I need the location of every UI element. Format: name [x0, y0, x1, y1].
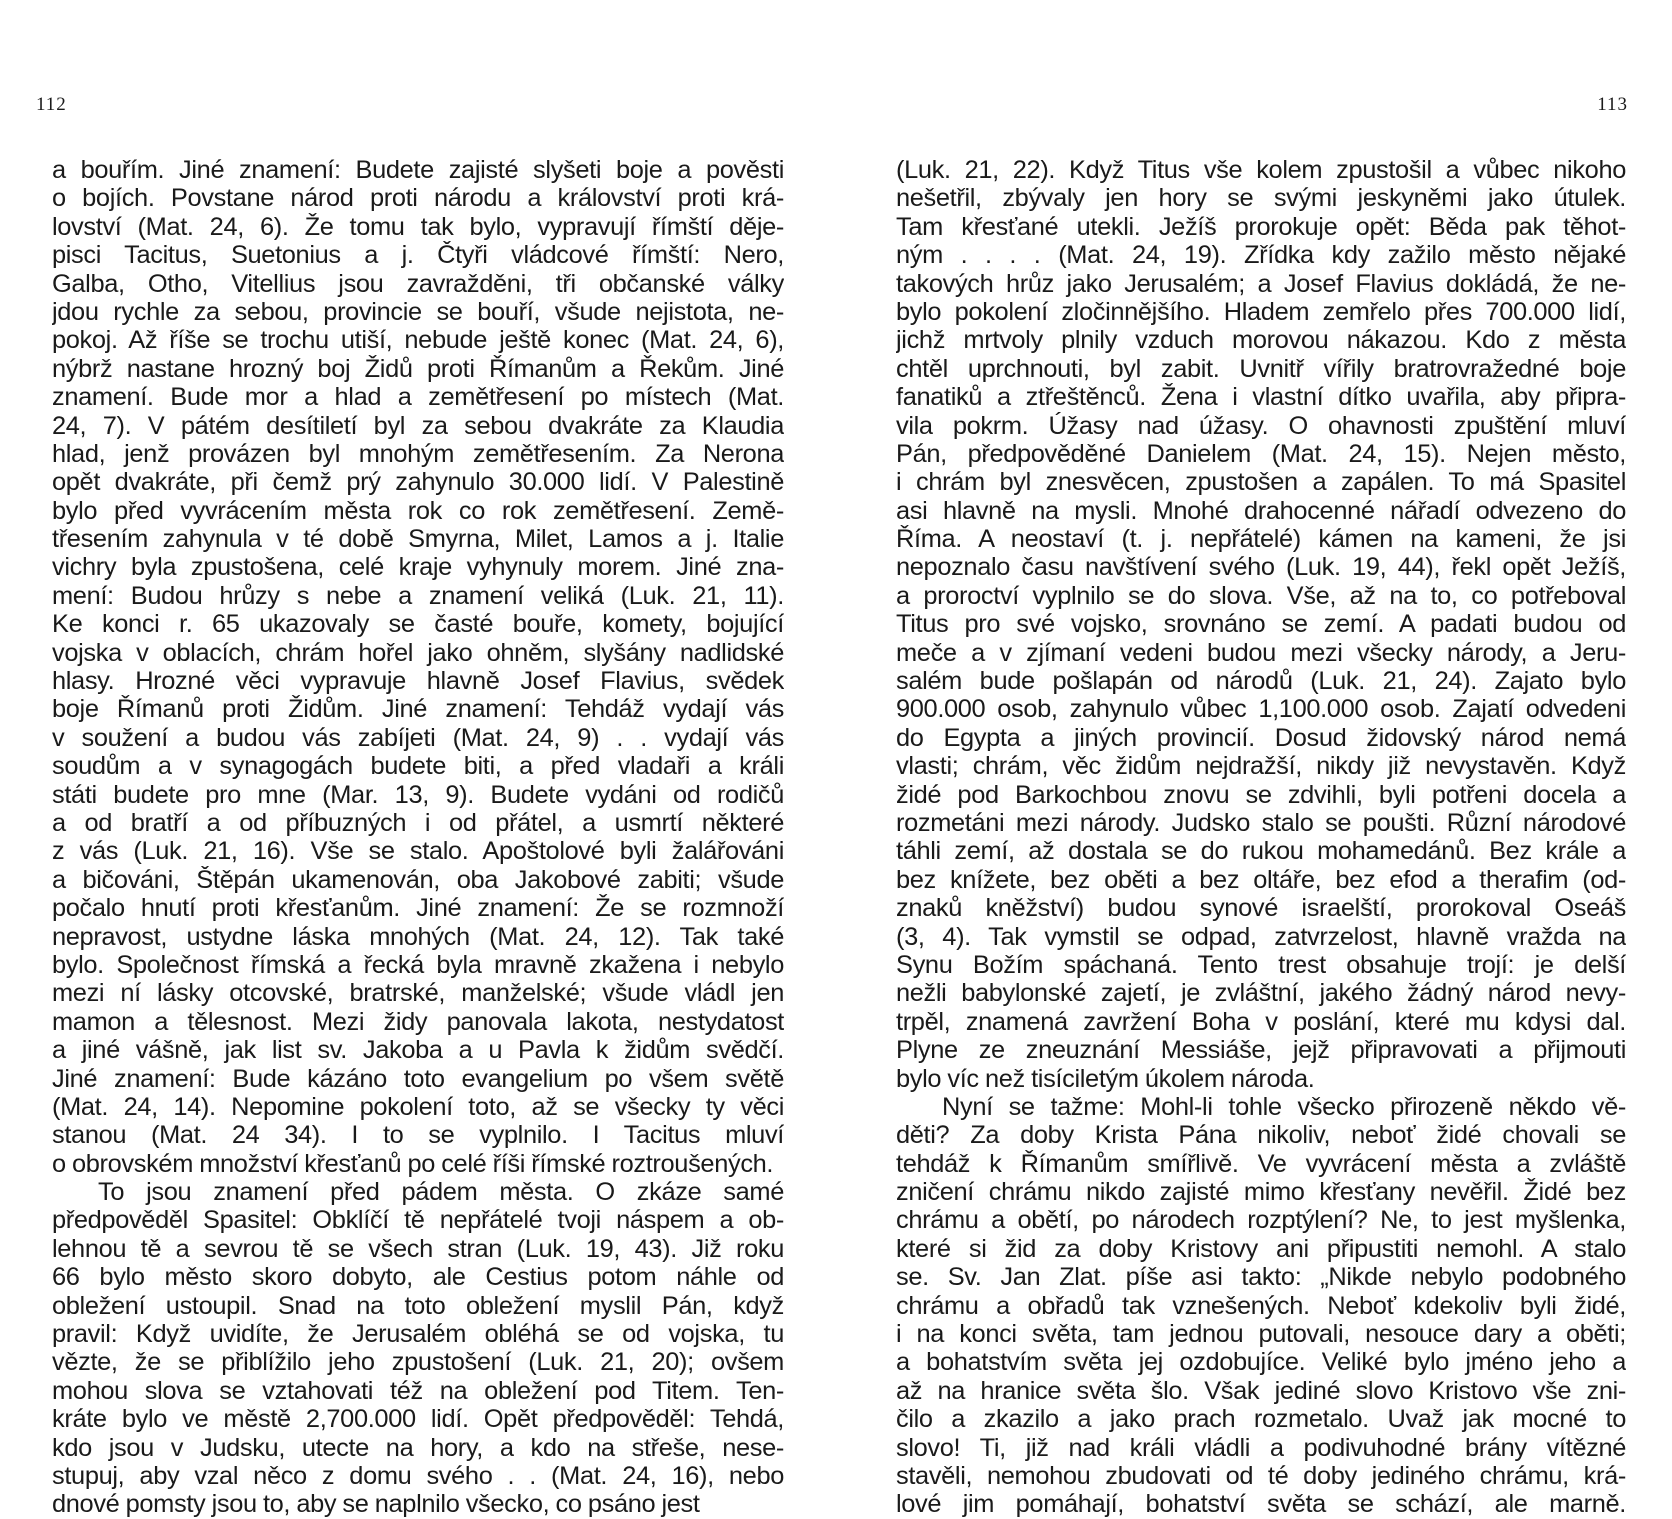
text-line: nežli babylonské zajetí, je zvláštní, jakého žádný národ nevy- — [896, 979, 1626, 1008]
text-line: ným . . . . (Mat. 24, 19). Zřídka kdy zažilo město nějaké — [896, 241, 1626, 270]
page-text — [896, 156, 1626, 1519]
text-line: lovství (Mat. 24, 6). Že tomu tak bylo, vypravují římští děje- — [52, 212, 784, 241]
text-line: stanou (Mat. 24 34). I to se vyplnilo. I Tacitus mluví — [52, 1121, 784, 1150]
text-line: bylo víc než tisíciletým úkolem národa. — [896, 1064, 1315, 1093]
text-line: židé pod Barkochbou znovu se zdvihli, byli potřeni docela a — [896, 780, 1626, 809]
text-line: vlasti; chrám, věc židům nejdražší, nikdy již nevystavěn. Když — [896, 752, 1626, 781]
text-line: o obrovském množství křesťanů po celé říši římské roztroušených. — [52, 1149, 774, 1178]
text-line: pravil: Když uvidíte, že Jerusalém obléhá se od vojska, tu — [52, 1320, 784, 1349]
text-line: stupuj, aby vzal něco z domu svého . . (Mat. 24, 16), nebo — [52, 1461, 784, 1490]
text-line: 66 bylo město skoro dobyto, ale Cestius potom náhle od — [52, 1263, 784, 1292]
text-line: i chrám byl znesvěcen, zpustošen a zapálen. To má Spasitel — [896, 468, 1626, 497]
text-line: mení: Budou hrůzy s nebe a znamení veliká (Luk. 21, 11). — [52, 581, 784, 610]
text-line: Titus pro své vojsko, srovnáno se zemí. A padati budou od — [896, 610, 1626, 639]
text-line: třesením zahynula v té době Smyrna, Milet, Lamos a j. Italie — [52, 525, 784, 554]
text-line: Ke konci r. 65 ukazovaly se časté bouře, komety, bojující — [52, 610, 784, 639]
text-line: takových hrůz jako Jerusalém; a Josef Flavius dokládá, že ne- — [896, 269, 1626, 298]
page-text — [52, 156, 784, 1519]
text-line: kráte bylo ve městě 2,700.000 lidí. Opět předpověděl: Tehdá, — [52, 1405, 784, 1434]
text-line: (Luk. 21, 22). Když Titus vše kolem zpustošil a vůbec nikoho — [896, 156, 1626, 184]
text-line: Tam křesťané utekli. Ježíš prorokuje opět: Běda pak těhot- — [896, 212, 1626, 241]
text-line: asi hlavně na mysli. Mnohé drahocenné nářadí odvezeno do — [896, 496, 1626, 525]
text-line: počalo hnutí proti křesťanům. Jiné znamení: Že se rozmnoží — [52, 894, 784, 923]
text-line: Synu Božím spáchaná. Tento trest obsahuje trojí: je delší — [896, 950, 1626, 979]
text-line: Říma. A neostaví (t. j. nepřátelé) kámen na kameni, že jsi — [896, 525, 1626, 554]
text-line: o bojích. Povstane národ proti národu a království proti krá- — [52, 184, 784, 213]
text-line: pokoj. Až říše se trochu utiší, nebude ještě konec (Mat. 24, 6), — [52, 326, 784, 355]
text-line: kdo jsou v Judsku, utecte na hory, a kdo na střeše, nese- — [52, 1433, 784, 1462]
text-line: a bouřím. Jiné znamení: Budete zajisté slyšeti boje a pověsti — [52, 156, 784, 184]
text-line: salém bude pošlapán od národů (Luk. 21, 24). Zajato bylo — [896, 667, 1626, 696]
text-line: až na hranice světa šlo. Však jediné slovo Kristovo vše zni- — [896, 1376, 1626, 1405]
text-line: Pán, předpověděné Danielem (Mat. 24, 15). Nejen město, — [896, 439, 1626, 468]
text-line: meče a v zjímaní vedeni budou mezi všecky národy, a Jeru- — [896, 638, 1626, 667]
text-line: soudům a v synagogách budete biti, a před vladaři a králi — [52, 752, 784, 781]
text-line: hlasy. Hrozné věci vypravuje hlavně Josef Flavius, svědek — [52, 667, 784, 696]
text-line: Plyne ze zneuznání Messiáše, jejž připravovati a přijmouti — [896, 1036, 1626, 1065]
text-line: táhli zemí, až dostala se do rukou mohamedánů. Bez krále a — [896, 837, 1626, 866]
text-line: znamení. Bude mor a hlad a zemětřesení po místech (Mat. — [52, 383, 784, 412]
text-line: obležení ustoupil. Snad na toto obležení myslil Pán, když — [52, 1291, 784, 1320]
text-line: vichry byla zpustošena, celé kraje vyhynuly morem. Jiné zna- — [52, 553, 784, 582]
page-number: 113 — [1597, 94, 1628, 115]
text-line: a jiné vášně, jak list sv. Jakoba a u Pavla k židům svědčí. — [52, 1036, 784, 1065]
text-line: 900.000 osob, zahynulo vůbec 1,100.000 osob. Zajatí odvedeni — [896, 695, 1626, 724]
text-line: (3, 4). Tak vymstil se odpad, zatvrzelost, hlavně vražda na — [896, 922, 1626, 951]
text-line: čilo a zkazilo a jako prach rozmetalo. Uvaž jak mocné to — [896, 1405, 1626, 1434]
text-line: dnové pomsty jsou to, aby se naplnilo všecko, co psáno jest — [52, 1490, 700, 1519]
text-line: jichž mrtvoly plnily vzduch morovou nákazou. Kdo z města — [896, 326, 1626, 355]
text-line: hlad, jenž provázen byl mnohým zemětřesením. Za Nerona — [52, 439, 784, 468]
text-line: zničení chrámu nikdo zajisté mimo křesťany nevěřil. Židé bez — [896, 1178, 1626, 1207]
text-line: státi budete pro mne (Mar. 13, 9). Budete vydáni od rodičů — [52, 780, 784, 809]
text-line: Jiné znamení: Bude kázáno toto evangelium po všem světě — [52, 1064, 784, 1093]
text-line: předpověděl Spasitel: Obklíčí tě nepřátelé tvoji náspem a ob- — [52, 1206, 784, 1235]
text-line: nýbrž nastane hrozný boj Židů proti Římanům a Řekům. Jiné — [52, 354, 784, 383]
text-line: znaků kněžství) budou synové israelští, prorokoval Oseáš — [896, 894, 1626, 923]
right-page — [836, 0, 1672, 1519]
text-line: do Egypta a jiných provincií. Dosud židovský národ nemá — [896, 723, 1626, 752]
text-line: mamon a tělesnost. Mezi židy panovala lakota, nestydatost — [52, 1007, 784, 1036]
text-line: pisci Tacitus, Suetonius a j. Čtyři vládcové římští: Nero, — [52, 241, 784, 270]
text-line: To jsou znamení před pádem města. O zkáze samé — [98, 1178, 784, 1207]
text-line: boje Římanů proti Židům. Jiné znamení: Tehdáž vydají vás — [52, 695, 784, 724]
text-line: se. Sv. Jan Zlat. píše asi takto: „Nikde nebylo podobného — [896, 1263, 1626, 1292]
text-line: vila pokrm. Úžasy nad úžasy. O ohavnosti zpuštění mluví — [896, 411, 1626, 440]
text-line: chtěl uprchnouti, byl zabit. Uvnitř vířily bratrovražedné boje — [896, 354, 1626, 383]
text-line: lové jim pomáhají, bohatství světa se schází, ale marně. — [896, 1490, 1626, 1519]
text-line: a proroctví vyplnilo se do slova. Vše, až na to, co potřeboval — [896, 581, 1626, 610]
text-line: bylo. Společnost římská a řecká byla mravně zkažena i nebylo — [52, 950, 784, 979]
text-line: opět dvakráte, při čemž prý zahynulo 30.000 lidí. V Palestině — [52, 468, 784, 497]
text-line: slovo! Ti, již nad králi vládli a podivuhodné brány vítězné — [896, 1433, 1626, 1462]
text-line: vězte, že se přiblížilo jeho zpustošení (Luk. 21, 20); ovšem — [52, 1348, 784, 1377]
text-line: a bohatstvím světa jej ozdobujíce. Veliké bylo jméno jeho a — [896, 1348, 1626, 1377]
text-line: lehnou tě a sevrou tě se všech stran (Luk. 19, 43). Již roku — [52, 1234, 784, 1263]
text-line: chrámu a obětí, po národech rozptýlení? Ne, to jest myšlenka, — [896, 1206, 1626, 1235]
text-line: fanatiků a ztřeštěnců. Žena i vlastní dítko uvařila, aby připra- — [896, 383, 1626, 412]
text-line: (Mat. 24, 14). Nepomine pokolení toto, až se všecky ty věci — [52, 1092, 784, 1121]
text-line: Galba, Otho, Vitellius jsou zavražděni, tři občanské války — [52, 269, 784, 298]
text-line: v soužení a budou vás zabíjeti (Mat. 24, 9) . . vydají vás — [52, 723, 784, 752]
text-line: i na konci světa, tam jednou putovali, nesouce dary a oběti; — [896, 1320, 1626, 1349]
text-line: mezi ní lásky otcovské, bratrské, manželské; všude vládl jen — [52, 979, 784, 1008]
text-line: děti? Za doby Krista Pána nikoliv, neboť židé chovali se — [896, 1121, 1626, 1150]
text-line: nepoznalo času navštívení svého (Luk. 19, 44), řekl opět Ježíš, — [896, 553, 1626, 582]
text-line: rozmetáni mezi národy. Judsko stalo se poušti. Různí národové — [896, 808, 1626, 837]
text-line: a od bratří a od příbuzných i od přátel, a usmrtí některé — [52, 808, 784, 837]
text-line: mohou slova se vztahovati též na obležení pod Titem. Ten- — [52, 1376, 784, 1405]
text-line: vojska v oblacích, chrám hořel jako ohněm, slyšány nadlidské — [52, 638, 784, 667]
text-line: nešetřil, zbývaly jen hory se svými jeskyněmi jako útulek. — [896, 184, 1626, 213]
text-line: bez knížete, bez oběti a bez oltáře, bez efod a therafim (od- — [896, 865, 1626, 894]
text-line: bylo pokolení zločinnějšího. Hladem zemřelo přes 700.000 lidí, — [896, 297, 1626, 326]
text-line: které si žid za doby Kristovy ani připustiti nemohl. A stalo — [896, 1234, 1626, 1263]
text-line: z vás (Luk. 21, 16). Vše se stalo. Apoštolové byli žalářováni — [52, 837, 784, 866]
page-number: 112 — [36, 94, 67, 115]
text-line: trpěl, znamená zavržení Boha v poslání, které mu kdysi dal. — [896, 1007, 1626, 1036]
text-line: tehdáž k Římanům smířlivě. Ve vyvrácení města a zvláště — [896, 1149, 1626, 1178]
text-line: 24, 7). V pátém desítiletí byl za sebou dvakráte za Klaudia — [52, 411, 784, 440]
text-line: chrámu a obřadů tak vznešených. Neboť kdekoliv byli židé, — [896, 1291, 1626, 1320]
text-line: stavěli, nemohou zbudovati od té doby jediného chrámu, krá- — [896, 1461, 1626, 1490]
text-line: bylo před vyvrácením města rok co rok zemětřesení. Země- — [52, 496, 784, 525]
text-line: Nyní se tažme: Mohl-li tohle všecko přirozeně někdo vě- — [942, 1092, 1626, 1121]
text-line: jdou rychle za sebou, provincie se bouří, všude nejistota, ne- — [52, 297, 784, 326]
text-line: nepravost, ustydne láska mnohých (Mat. 24, 12). Tak také — [52, 922, 784, 951]
text-line: a bičováni, Štěpán ukamenován, oba Jakobové zabiti; všude — [52, 865, 784, 894]
